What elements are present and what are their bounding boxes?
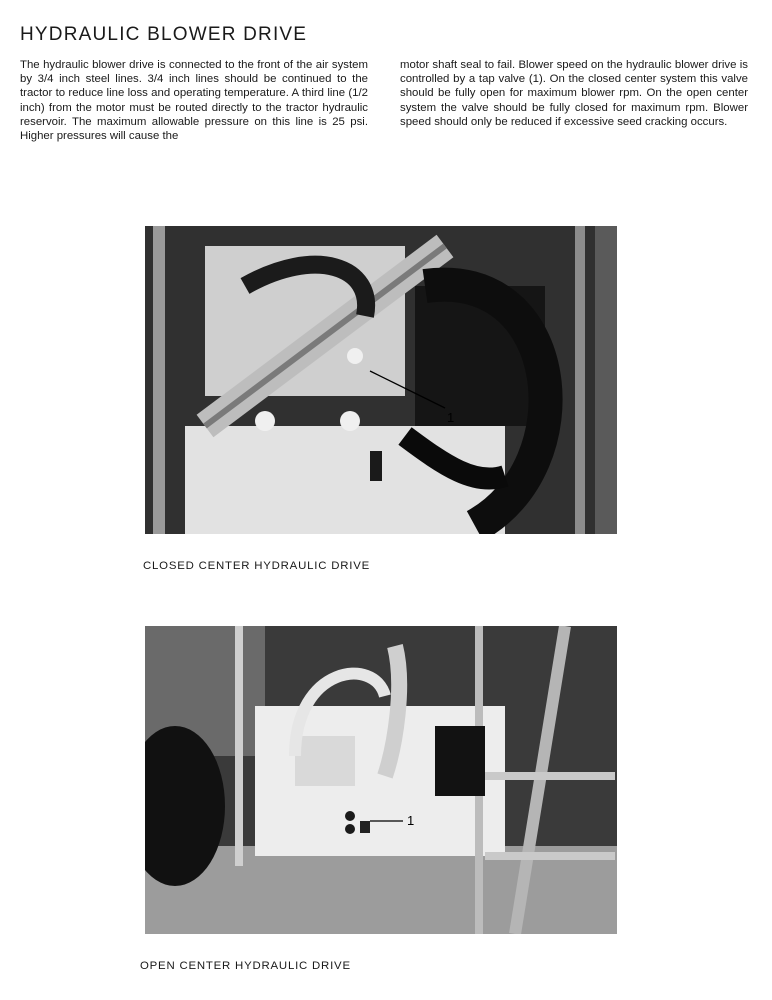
- open-center-drive-photo: [145, 626, 617, 934]
- open-center-caption: OPEN CENTER HYDRAULIC DRIVE: [140, 960, 351, 972]
- page-title: HYDRAULIC BLOWER DRIVE: [20, 24, 308, 45]
- callout-1-open: 1: [407, 813, 415, 828]
- closed-center-drive-photo: [145, 226, 617, 534]
- callout-1-closed: 1: [447, 410, 455, 425]
- body-text-left-column: The hydraulic blower drive is connected to the front of the air system by 3/4 inch steel lines. 3/4 inch lines should be continued to the tractor to reduce line loss and operating temperature. A third line (1/2 inch) from the motor must be routed directly to the tractor hydraulic reservoir. The maximum allowable pressure on this line is 25 psi. Higher pressures will cause the: [20, 59, 368, 143]
- body-text-right-column: motor shaft seal to fail. Blower speed on the hydraulic blower drive is controlled by a tap valve (1). On the closed center system this valve should be fully open for maximum blower rpm. On the open center system the valve should be fully closed for maximum rpm. Blower speed should only be reduced if excessive seed cracking occurs.: [400, 59, 748, 128]
- closed-center-caption: CLOSED CENTER HYDRAULIC DRIVE: [143, 560, 371, 572]
